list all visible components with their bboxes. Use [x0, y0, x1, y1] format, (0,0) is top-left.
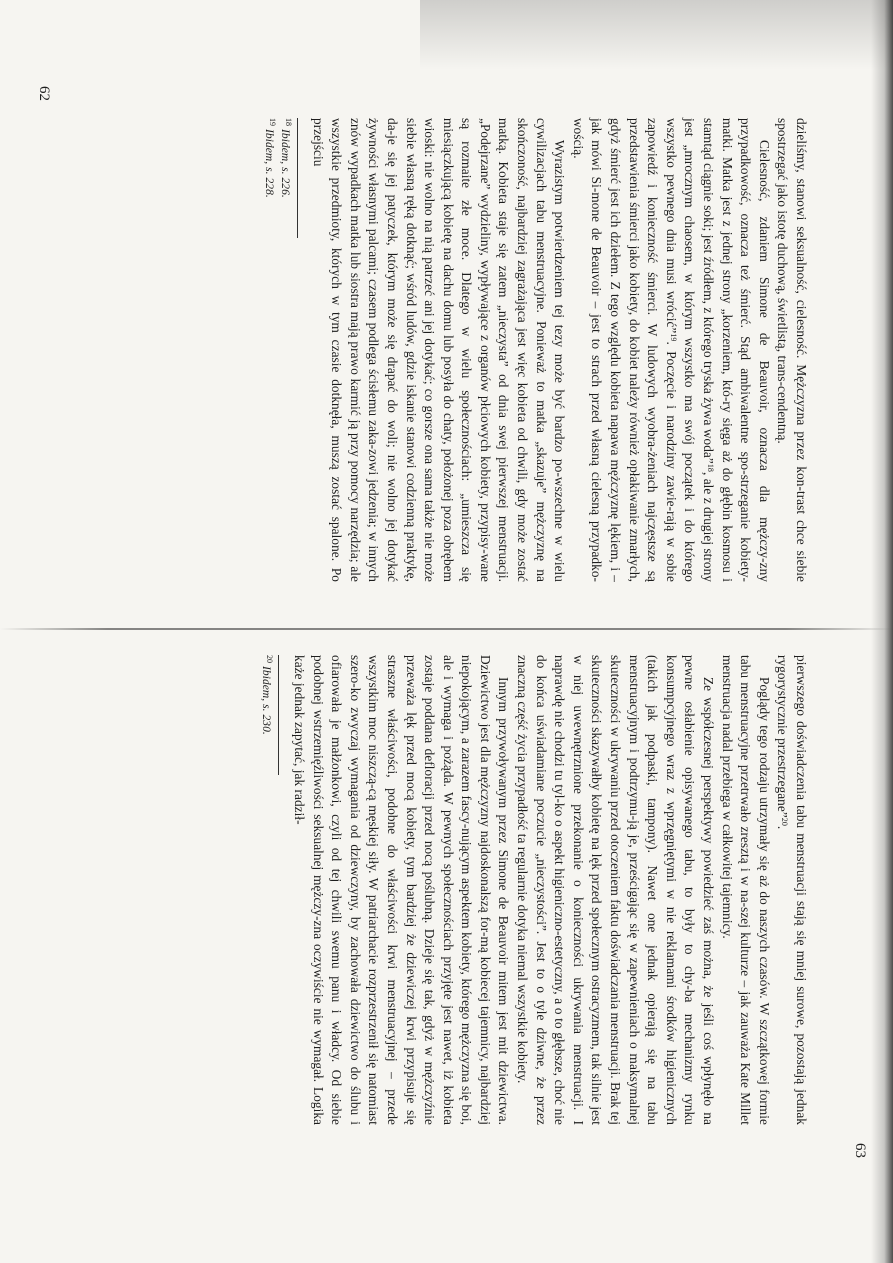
right-page: [258, 655, 810, 1125]
left-paragraph-3: Wyrazistym potwierdzeniem tej tezy może być bardzo po-wszechne w wielu cywilizacjach tabu menstruacyjne. Ponieważ to matka „skazuje” mężczyznę na skończoność, najbardziej zagrażająca jest więc kobieta od chwili, gdy może zostać matką. Kobieta staje się zatem „nieczysta” od dnia swej pierwszej menstruacji. „Podejrzane” wydzieliny, wypływające z organów płciowych kobiety, przypisy-wane są rozmaite złe moce. Dlatego w wielu społecznościach: „umieszcza się miesiączkującą kobietę na dachu domu lub posyła do chaty, położonej poza obrębem wioski: nie wolno na nią patrzeć ani jej dotykać; co gorsze ona sama także nie może siebie własną ręką dotknąć; wśród ludów, gdzie iskanie stanowi codzienną praktykę, da-je się jej patyczek, którym może się drapać do woli; nie wolno jej dotykać żywności własnymi palcami; czasem podlega ścisłemu zaka-zowi jedzenia; w innych znów wypadkach matka lub siostra mają prawo karmić ją przy pomocy narzędzia; ale wszystkie przedmioty, których w tym czasie dotknęła, muszą zostać spalone. Po przejściu: [310, 118, 568, 582]
page-number-right: 63: [852, 1143, 868, 1158]
scan-shadow-top: [420, 0, 893, 70]
right-paragraph-1-text: pierwszego doświadczenia tabu menstruacji stają się mniej surowe, pozostają jednak rygorystycznie przestrzegane”$^{20}$.: [775, 655, 809, 1125]
right-paragraph-2: Poglądy tego rodzaju utrzymały się aż do naszych czasów. W szczątkowej formie tabu menstruacyjne przetrwało zresztą i w na-szej kulturze – jak zauważa Kate Millet menstruacja nadal przebiega w całkowitej tajemnicy.: [719, 655, 772, 1125]
footnote-rule: [297, 118, 298, 238]
page-number-left: 62: [36, 86, 52, 101]
footnote-19: $^{19}$ Ibidem, s. 228.: [262, 118, 277, 198]
left-paragraph-2: [568, 118, 773, 582]
footnote-rule: [278, 655, 279, 775]
left-page: [261, 118, 810, 582]
right-paragraph-3: Ze współczesnej perspektywy powiedzieć zaś można, że jeśli coś wpłynęło na pewne osłabienie opisywanego tabu, to były to chy-ba mechanizmy rynku konsumpcyjnego wraz z wprzęgniętymi w nie reklamami środków higienicznych (takich jak podpaski, tampony). Nawet one jednak opierają się na tabu menstruacyjnym i podtrzymu-ją je, prześcigając się w zapewnieniach o maksymalnej skuteczności w ukrywaniu przed otoczeniem faktu doświadczania menstruacji. Brak tej skuteczności skazywałby kobietę na lęk przed społecznym ostracyzmem, tak silnie jest w niej uwewnętrznione przekonanie o konieczności ukrywania menstruacji. I naprawdę nie chodzi tu tyl-ko o aspekt higieniczno-estetyczny, a o to głębsze, choć nie do końca uświadamiane poczucie „nieczystości”. Jest to o tyle dziwne, że przez znaczną część życia przypadłość ta regularnie dotyka niemal wszystkie kobiety.: [515, 655, 717, 1125]
left-paragraph-2-text: Cielesność, zdaniem Simone de Beauvoir, oznacza dla mężczy-zny przypadkowość, oznacza też śmierć. Stąd ambiwalentne spo-strzeganie kobiety-matki. Matka jest z jednej strony „korzeniem, któ-ry sięga aż do głębin kosmosu i stamtąd ciągnie soki; jest źródłem, z którego tryska żywa woda”$^{18}$, ale z drugiej strony jest „mrocznym chaosem, w którym wszystko ma swój początek i do którego wszystko pewnego dnia musi wrócić”$^{19}$. Poczęcie i narodziny zawie-rają w sobie zapowiedź i konieczność śmierci. W ludowych wyobra-żeniach najczęstsze są przedstawienia śmierci jako kobiety, do kobiet należy również opłakiwanie zmarłych, gdyż śmierć jest ich dziełem. Z tego względu kobieta napawa mężczyznę lękiem, i – jak mówi Si-mone de Beauvoir – jest to strach przed własną cielesną przypadko-wością.: [570, 118, 772, 582]
book-gutter: [0, 628, 893, 630]
footnote-20: $^{20}$ Ibidem, s. 230.: [260, 655, 275, 735]
left-paragraph-1: dzieliśmy, stanowi seksualność, cielesność. Mężczyzna przez kon-trast chce siebie spostrzegać jako istotę duchową, świetlistą, trans-cendentną.: [775, 118, 809, 582]
right-paragraph-1: [773, 655, 810, 1125]
scan-shadow-edge: [871, 0, 893, 1263]
footnote-18: $^{18}$ Ibidem, s. 226.: [278, 118, 293, 198]
right-paragraph-4: Innym przywoływanym przez Simone de Beauvoir mitem jest mit dziewictwa. Dziewictwo jest dla mężczyzny najdoskonalszą for-mą kobiecej tajemnicy, najbardziej niepokojącym, a zarazem fascy-nującym aspektem kobiety, którego mężczyzna się boi, ale i wymaga i pożąda. W pewnych społecznościach przyjęte jest nawet, iż kobieta zostaje poddana defloracji przed nocą poślubną. Dzieje się tak, gdyż w mężczyźnie przeważa lęk przed mocą kobiety, tym bardziej że dziewiczej krwi przypisuje się straszne właściwości, podobne do właściwości krwi menstruacyjnej – przede wszystkim moc niszczą-cą męskiej siły. W patriarchacie rozprzestrzenił się natomiast szero-ko zwyczaj wymagania od dziewczyny, by zachowała dziewictwo do ślubu i ofiarowała je małżonkowi, czyli od tej chwili swemu panu i władcy. Od siebie podobnej wstrzemięźliwości seksualnej mężczy-zna oczywiście nie wymagał. Logika każe jednak zapytać, jak radził-: [291, 655, 512, 1125]
